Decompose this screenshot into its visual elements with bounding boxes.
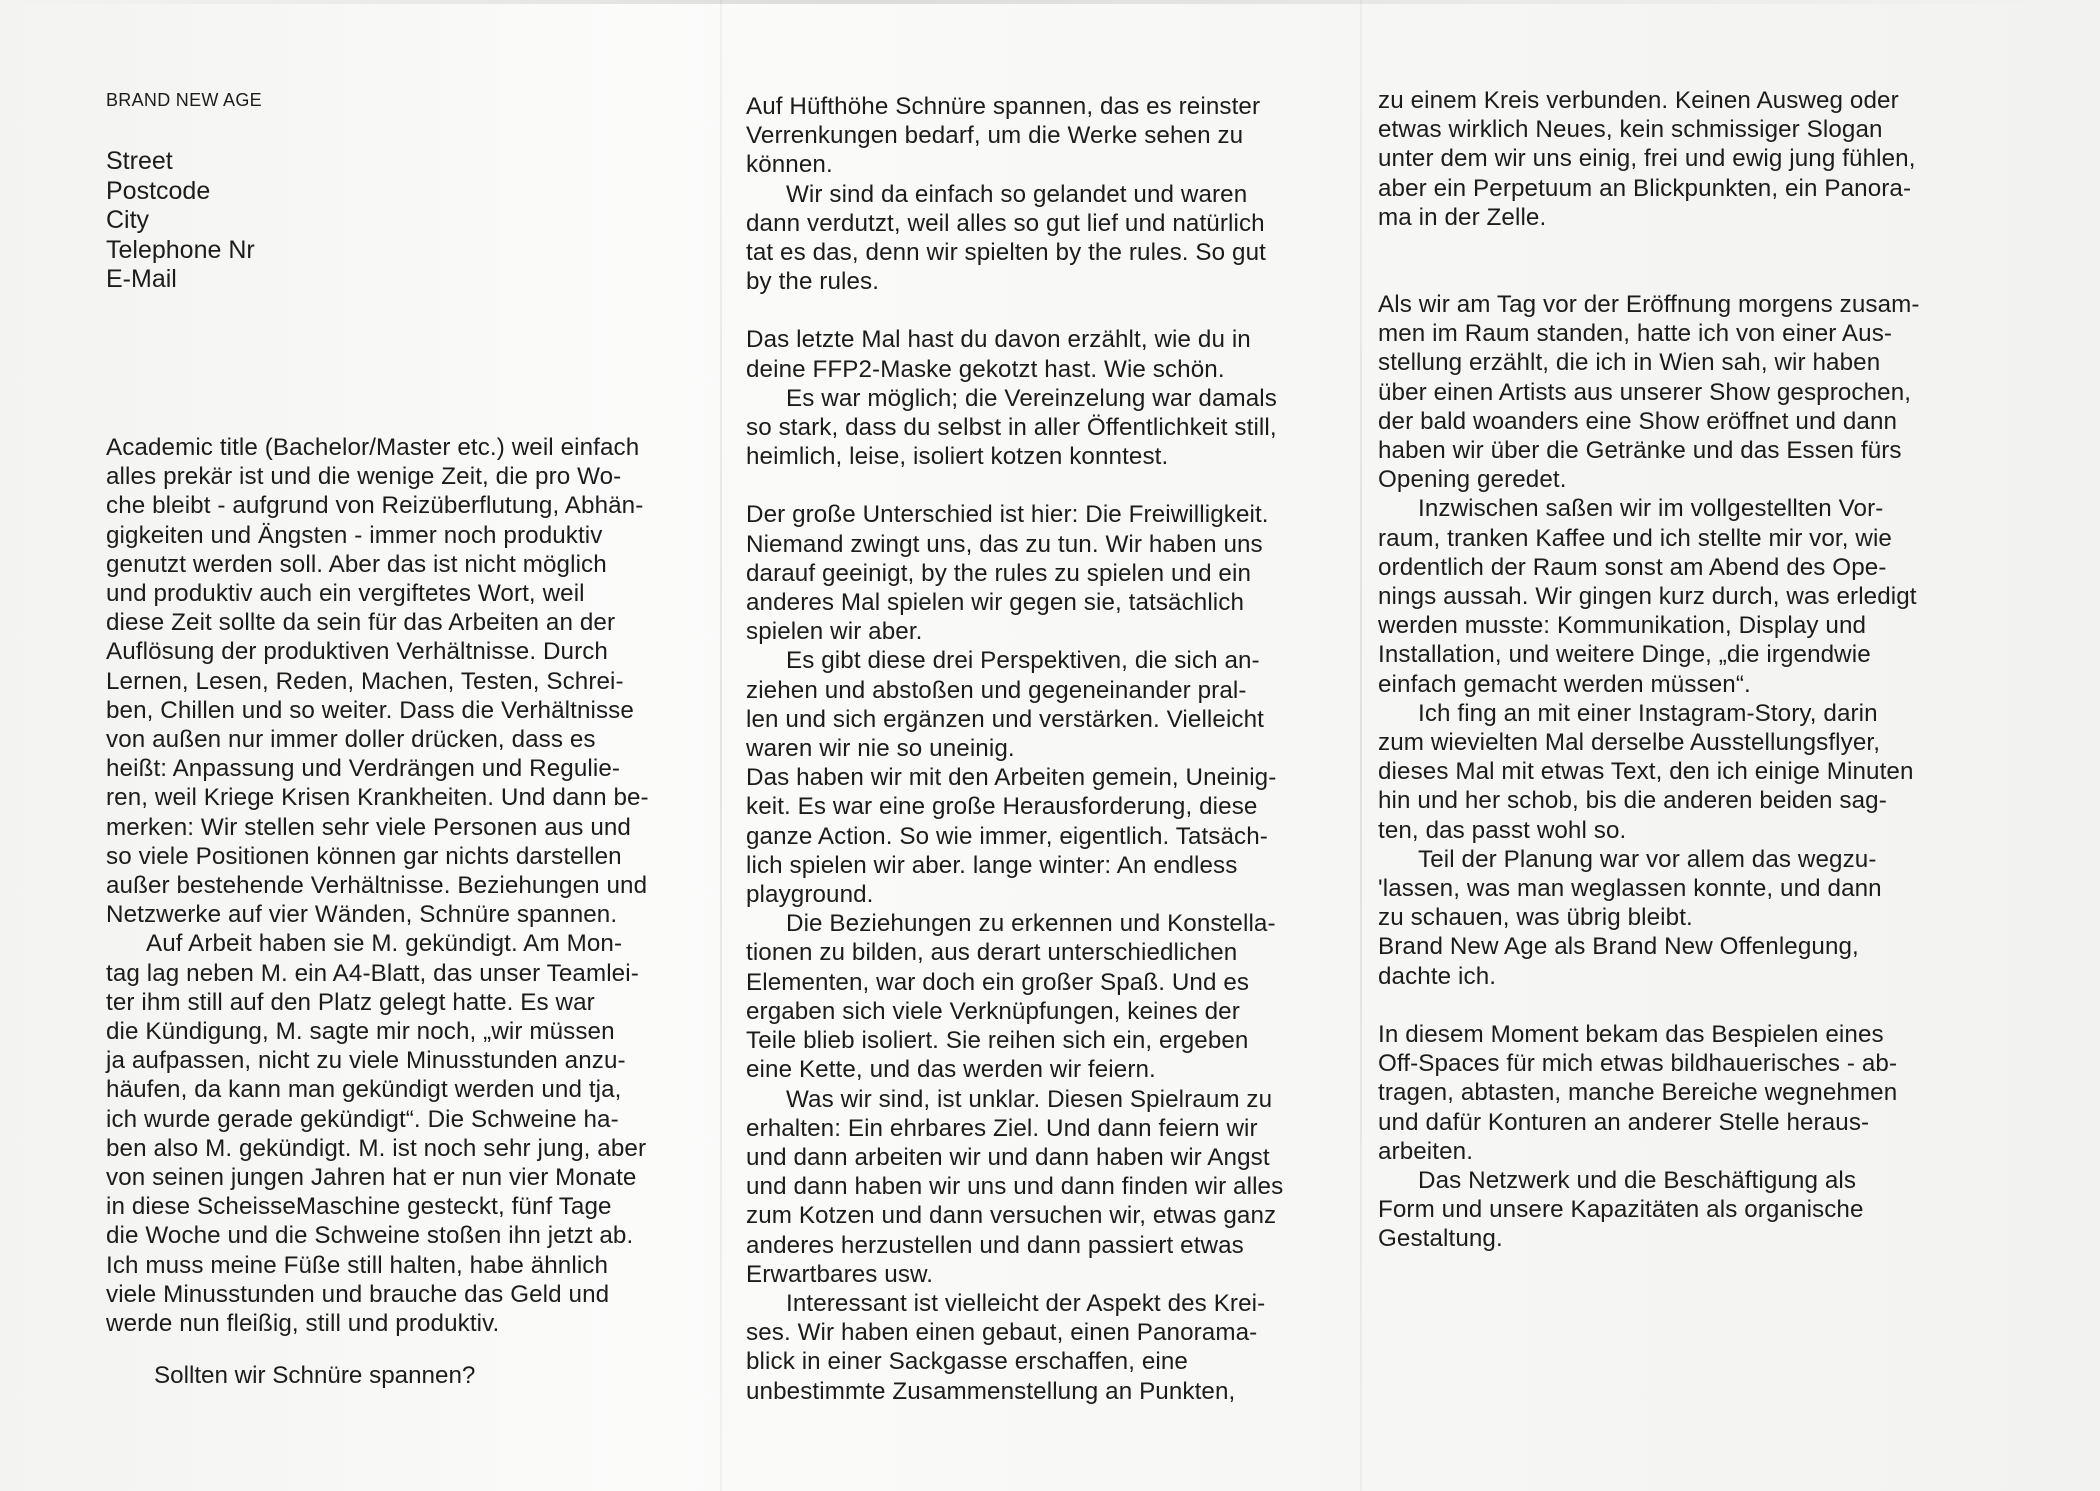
text-line: dieses Mal mit etwas Text, den ich einige Minuten	[1378, 758, 1914, 786]
text-line: blick in einer Sackgasse erschaffen, eine	[746, 1348, 1188, 1376]
address-block	[106, 147, 255, 295]
text-line: Netzwerke auf vier Wänden, Schnüre spannen.	[106, 901, 618, 929]
text-line: nings aussah. Wir gingen kurz durch, was erledigt	[1378, 583, 1917, 611]
text-line: Interessant ist vielleicht der Aspekt des Krei-	[786, 1289, 1266, 1317]
text-line: lich spielen wir aber. lange winter: An endless	[746, 851, 1238, 879]
text-line: haben wir über die Getränke und das Essen fürs	[1378, 437, 1902, 465]
text-line: Teil der Planung war vor allem das wegzu-	[1418, 845, 1877, 873]
text-line: Installation, und weitere Dinge, „die irgendwie	[1378, 641, 1871, 669]
address-line-postcode: Postcode	[106, 176, 211, 205]
text-line: tionen zu bilden, aus derart unterschiedlichen	[746, 939, 1238, 967]
text-line: unter dem wir uns einig, frei und ewig jung fühlen,	[1378, 145, 1916, 173]
text-line: außer bestehende Verhältnisse. Beziehungen und	[106, 872, 648, 900]
text-line: Elementen, war doch ein großer Spaß. Und es	[746, 968, 1250, 996]
text-line: heißt: Anpassung und Verdrängen und Regulie-	[106, 755, 621, 783]
text-line: Brand New Age als Brand New Offenlegung,	[1378, 933, 1859, 961]
paragraph-spacer	[746, 471, 1283, 500]
address-line-email: E-Mail	[106, 265, 177, 293]
fold-line-right	[1360, 0, 1362, 1491]
text-line: einfach gemacht werden müssen“.	[1378, 670, 1751, 698]
document-header: BRAND NEW AGE	[106, 90, 262, 110]
text-line: deine FFP2-Maske gekotzt hast. Wie schön.	[746, 355, 1225, 383]
text-line: Die Beziehungen zu erkennen und Konstella-	[786, 910, 1276, 938]
text-line: so viele Positionen können gar nichts darstellen	[106, 842, 622, 870]
text-line: Der große Unterschied ist hier: Die Freiwilligkeit.	[746, 501, 1269, 529]
text-line: ter ihm still auf den Platz gelegt hatte. Es war	[106, 988, 595, 1016]
address-line-city: City	[106, 206, 150, 234]
text-line: aber ein Perpetuum an Blickpunkten, ein Panora-	[1378, 174, 1912, 202]
text-line: Lernen, Lesen, Reden, Machen, Testen, Schrei-	[106, 667, 624, 695]
text-line: über einen Artists aus unserer Show gesprochen,	[1378, 378, 1912, 406]
paragraph-spacer	[1378, 232, 1920, 290]
text-line: so stark, dass du selbst in aller Öffentlichkeit still,	[746, 414, 1277, 442]
text-line: und dann arbeiten wir und dann haben wir Angst	[746, 1143, 1270, 1171]
text-line: Niemand zwingt uns, das zu tun. Wir haben uns	[746, 530, 1263, 558]
text-line: tat es das, denn wir spielten by the rules. So gut	[746, 239, 1266, 267]
text-line: und dann haben wir uns und dann finden wir alles	[746, 1173, 1284, 1201]
text-line: Gestaltung.	[1378, 1225, 1503, 1253]
text-line: Es gibt diese drei Perspektiven, die sich an-	[786, 647, 1260, 675]
address-line-telephone: Telephone Nr	[106, 235, 255, 264]
paragraph-spacer	[746, 296, 1283, 325]
text-line: Inzwischen saßen wir im vollgestellten Vor-	[1418, 495, 1884, 523]
text-line: len und sich ergänzen und verstärken. Vielleicht	[746, 705, 1264, 733]
address-line-street: Street	[106, 147, 173, 175]
text-line: che bleibt - aufgrund von Reizüberflutung, Abhän-	[106, 492, 644, 520]
text-line: werden musste: Kommunikation, Display und	[1378, 612, 1867, 640]
text-line: ziehen und abstoßen und gegeneinander pral-	[746, 676, 1247, 704]
text-line: by the rules.	[746, 268, 880, 296]
text-line: Als wir am Tag vor der Eröffnung morgens zusam-	[1378, 291, 1920, 319]
text-line: Verrenkungen bedarf, um die Werke sehen zu	[746, 122, 1244, 150]
text-line: eine Kette, und das werden wir feiern.	[746, 1056, 1156, 1084]
text-line: stellung erzählt, die ich in Wien sah, wir haben	[1378, 349, 1881, 377]
text-line: tragen, abtasten, manche Bereiche wegnehmen	[1378, 1079, 1898, 1107]
closing-question: Sollten wir Schnüre spannen?	[154, 1362, 476, 1389]
text-line: Auf Arbeit haben sie M. gekündigt. Am Mon-	[146, 930, 623, 958]
text-line: werde nun fleißig, still und produktiv.	[106, 1310, 500, 1338]
paragraph-spacer	[1378, 991, 1920, 1020]
text-line: Es war möglich; die Vereinzelung war damals	[786, 384, 1277, 412]
text-line: arbeiten.	[1378, 1137, 1474, 1165]
text-line: in diese ScheisseMaschine gesteckt, fünf Tage	[106, 1193, 612, 1221]
text-line: 'lassen, was man weglassen konnte, und dann	[1378, 875, 1882, 903]
text-line: ergaben sich viele Verknüpfungen, keines der	[746, 997, 1240, 1025]
text-column-2	[746, 92, 1283, 1406]
text-line: waren wir nie so uneinig.	[746, 735, 1015, 763]
text-line: die Kündigung, M. sagte mir noch, „wir müssen	[106, 1018, 615, 1046]
text-line: gigkeiten und Ängsten - immer noch produktiv	[106, 521, 603, 549]
paper-top-edge	[0, 0, 2100, 4]
text-column-3	[1378, 86, 1920, 1254]
text-line: ich wurde gerade gekündigt“. Die Schweine ha-	[106, 1105, 619, 1133]
text-line: Opening geredet.	[1378, 466, 1567, 494]
text-line: dachte ich.	[1378, 962, 1497, 990]
text-line: raum, tranken Kaffee und ich stellte mir vor, wie	[1378, 524, 1892, 552]
text-line: Das Netzwerk und die Beschäftigung als	[1418, 1166, 1857, 1194]
text-line: men im Raum standen, hatte ich von einer Aus-	[1378, 320, 1893, 348]
text-line: viele Minusstunden und brauche das Geld und	[106, 1280, 610, 1308]
text-line: darauf geeinigt, by the rules zu spielen und ein	[746, 559, 1252, 587]
text-column-1	[106, 433, 649, 1338]
text-line: zu schauen, was übrig bleibt.	[1378, 904, 1693, 932]
text-line: erhalten: Ein ehrbares Ziel. Und dann feiern wir	[746, 1114, 1258, 1142]
text-line: von außen nur immer doller drücken, dass es	[106, 726, 596, 754]
text-line: alles prekär ist und die wenige Zeit, die pro Wo-	[106, 463, 622, 491]
text-line: ben, Chillen und so weiter. Dass die Verhältnisse	[106, 696, 634, 724]
text-line: zum wievielten Mal derselbe Ausstellungsflyer,	[1378, 729, 1881, 757]
text-line: Off-Spaces für mich etwas bildhauerisches - ab-	[1378, 1050, 1898, 1078]
text-line: Teile blieb isoliert. Sie reihen sich ein, ergeben	[746, 1027, 1249, 1055]
text-line: Was wir sind, ist unklar. Diesen Spielraum zu	[786, 1085, 1273, 1113]
text-line: merken: Wir stellen sehr viele Personen aus und	[106, 813, 631, 841]
text-line: In diesem Moment bekam das Bespielen eines	[1378, 1020, 1884, 1048]
text-line: ten, das passt wohl so.	[1378, 816, 1627, 844]
text-line: tag lag neben M. ein A4-Blatt, das unser Teamlei-	[106, 959, 639, 987]
text-line: playground.	[746, 881, 874, 909]
text-line: dann verdutzt, weil alles so gut lief und natürlich	[746, 209, 1265, 237]
text-line: ben also M. gekündigt. M. ist noch sehr jung, aber	[106, 1134, 647, 1162]
text-line: ses. Wir haben einen gebaut, einen Panorama-	[746, 1319, 1258, 1347]
text-line: ma in der Zelle.	[1378, 203, 1547, 231]
text-line: und dafür Konturen an anderer Stelle heraus-	[1378, 1108, 1870, 1136]
text-line: die Woche und die Schweine stoßen ihn jetzt ab.	[106, 1222, 634, 1250]
text-line: hin und her schob, bis die anderen beiden sag-	[1378, 787, 1887, 815]
text-line: Das haben wir mit den Arbeiten gemein, Uneinig-	[746, 764, 1277, 792]
text-line: Das letzte Mal hast du davon erzählt, wie du in	[746, 326, 1251, 354]
text-line: anderes herzustellen und dann passiert etwas	[746, 1231, 1244, 1259]
fold-line-left	[720, 0, 722, 1491]
text-line: heimlich, leise, isoliert kotzen konntest.	[746, 443, 1169, 471]
text-line: keit. Es war eine große Herausforderung, diese	[746, 793, 1258, 821]
text-line: zum Kotzen und dann versuchen wir, etwas ganz	[746, 1202, 1277, 1230]
text-line: Ich fing an mit einer Instagram-Story, darin	[1418, 699, 1878, 727]
text-line: Auf Hüfthöhe Schnüre spannen, das es reinster	[746, 93, 1261, 120]
text-line: unbestimmte Zusammenstellung an Punkten,	[746, 1377, 1236, 1405]
text-line: Erwartbares usw.	[746, 1260, 934, 1288]
text-line: und produktiv auch ein vergiftetes Wort, weil	[106, 580, 585, 608]
text-line: Wir sind da einfach so gelandet und waren	[786, 180, 1248, 208]
text-line: spielen wir aber.	[746, 618, 923, 646]
text-line: Auflösung der produktiven Verhältnisse. Durch	[106, 638, 608, 666]
text-line: ordentlich der Raum sonst am Abend des Ope-	[1378, 553, 1887, 581]
text-line: genutzt werden soll. Aber das ist nicht möglich	[106, 550, 607, 578]
text-line: Form und unsere Kapazitäten als organische	[1378, 1196, 1864, 1224]
text-line: häufen, da kann man gekündigt werden und tja,	[106, 1076, 622, 1104]
text-line: Academic title (Bachelor/Master etc.) weil einfach	[106, 434, 640, 461]
text-line: ren, weil Kriege Krisen Krankheiten. Und dann be-	[106, 784, 649, 812]
text-line: Ich muss meine Füße still halten, habe ähnlich	[106, 1251, 609, 1279]
text-line: diese Zeit sollte da sein für das Arbeiten an der	[106, 609, 616, 637]
text-line: anderes Mal spielen wir gegen sie, tatsächlich	[746, 589, 1245, 617]
text-line: etwas wirklich Neues, kein schmissiger Slogan	[1378, 116, 1883, 144]
text-line: von seinen jungen Jahren hat er nun vier Monate	[106, 1164, 637, 1192]
text-line: ganze Action. So wie immer, eigentlich. Tatsäch-	[746, 822, 1268, 850]
text-line: ja aufpassen, nicht zu viele Minusstunden anzu-	[106, 1047, 626, 1075]
text-line: können.	[746, 151, 833, 179]
text-line: zu einem Kreis verbunden. Keinen Ausweg oder	[1378, 87, 1899, 114]
text-line: der bald woanders eine Show eröffnet und dann	[1378, 407, 1898, 435]
